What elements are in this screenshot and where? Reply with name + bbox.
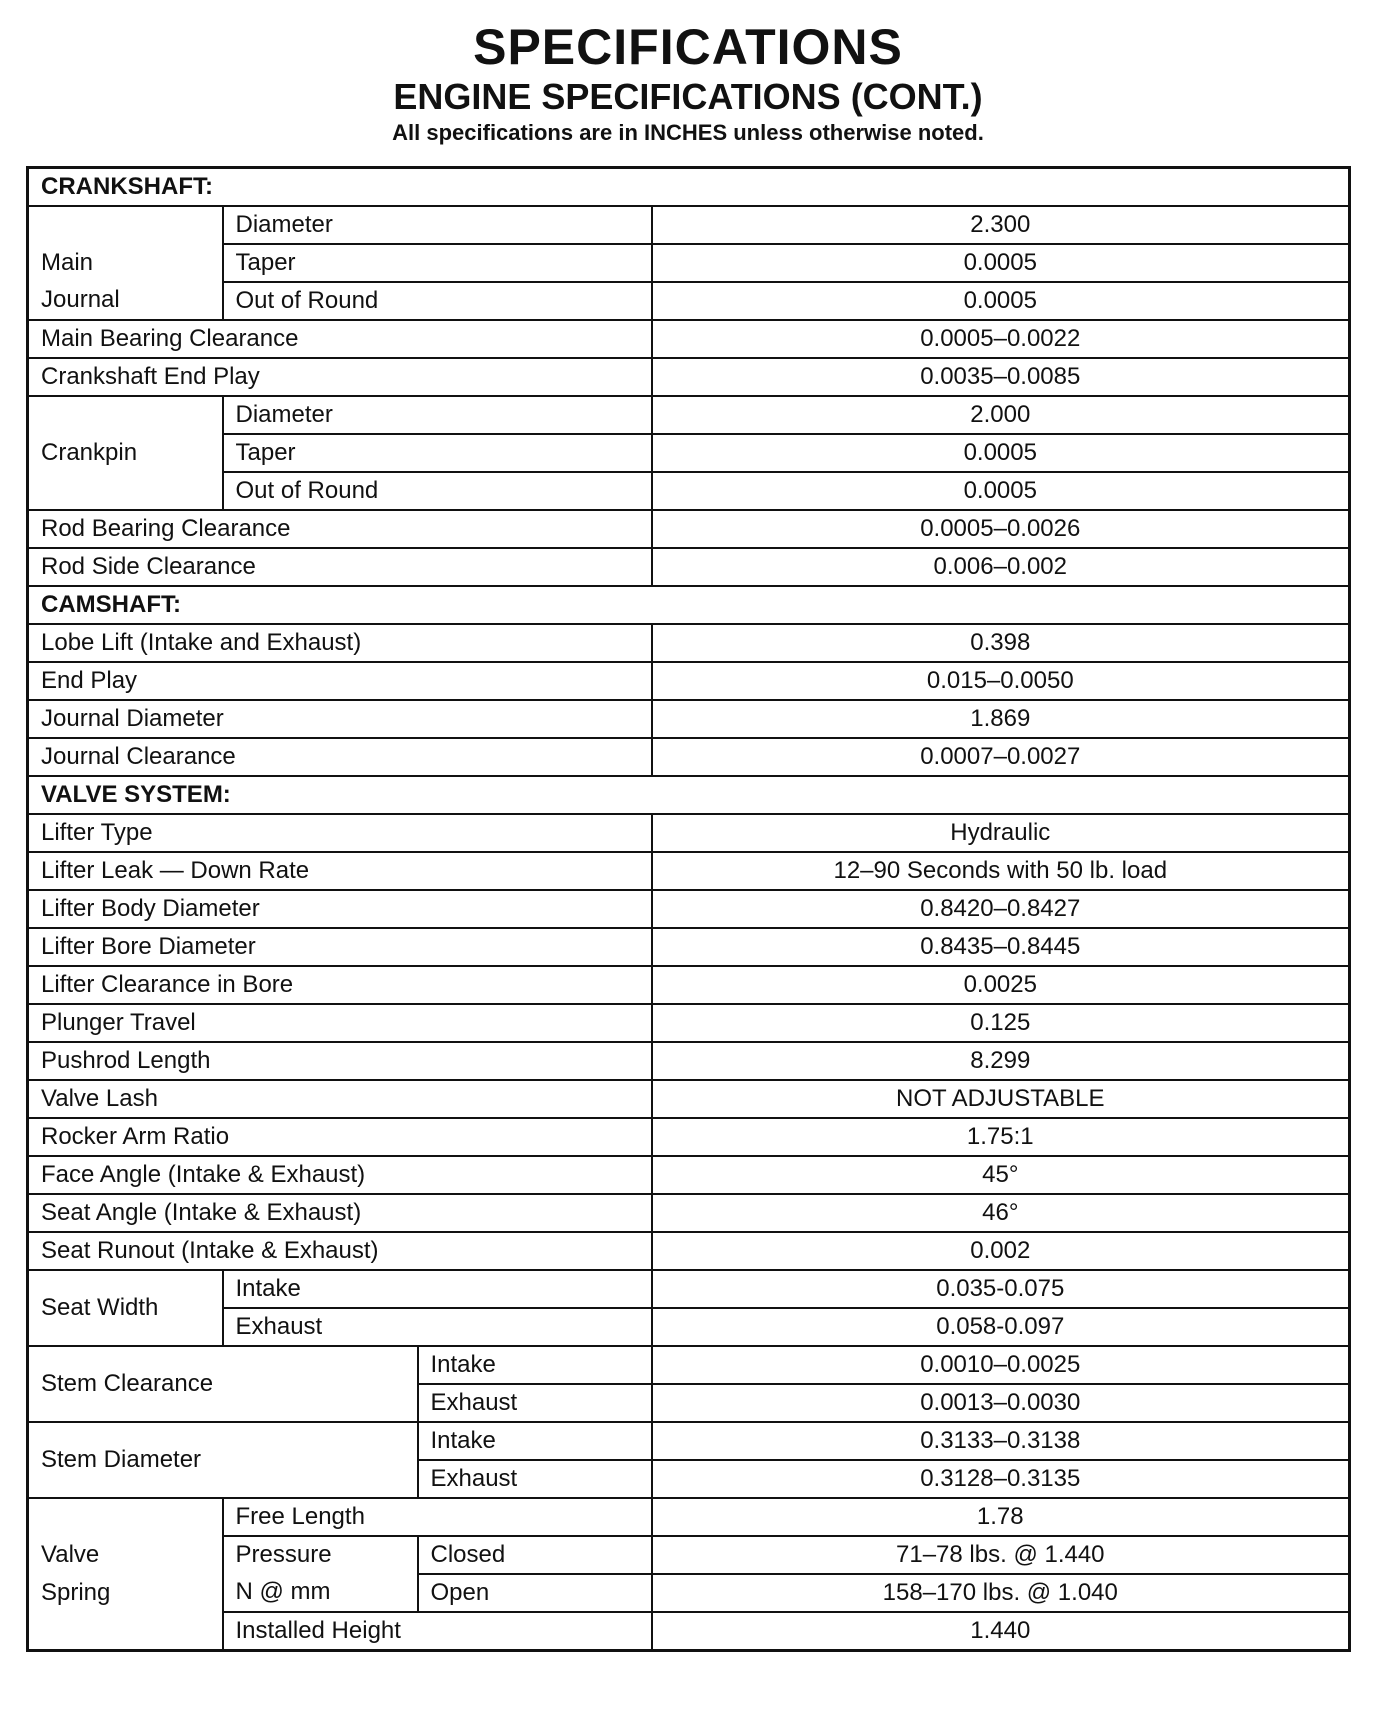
table-row	[28, 852, 1350, 890]
row-label: Rod Side Clearance	[28, 548, 652, 586]
group-label	[28, 1498, 223, 1536]
group-label: Seat Width	[28, 1270, 223, 1346]
page-subtitle: ENGINE SPECIFICATIONS (CONT.)	[393, 76, 983, 117]
engine-spec-table	[26, 166, 1351, 1652]
table-row	[28, 700, 1350, 738]
row-label: Lifter Type	[28, 814, 652, 852]
row-value: 0.8420–0.8427	[652, 890, 1350, 928]
row-label: Taper	[223, 244, 652, 282]
table-row	[28, 1308, 1350, 1346]
row-label: Lobe Lift (Intake and Exhaust)	[28, 624, 652, 662]
row-label: Pushrod Length	[28, 1042, 652, 1080]
row-value: 1.78	[652, 1498, 1350, 1536]
row-label: Intake	[418, 1346, 652, 1384]
table-row	[28, 1574, 1350, 1612]
section-heading: CRANKSHAFT:	[28, 168, 1350, 207]
row-value: 0.0013–0.0030	[652, 1384, 1350, 1422]
table-row	[28, 966, 1350, 1004]
group-label	[28, 1612, 223, 1651]
row-value: 45°	[652, 1156, 1350, 1194]
table-row	[28, 1612, 1350, 1651]
row-value: 0.035-0.075	[652, 1270, 1350, 1308]
row-value: 0.0010–0.0025	[652, 1346, 1350, 1384]
row-label: Main Bearing Clearance	[28, 320, 652, 358]
row-value: 0.0035–0.0085	[652, 358, 1350, 396]
row-value: 0.0005	[652, 282, 1350, 320]
table-row	[28, 1080, 1350, 1118]
table-row	[28, 1194, 1350, 1232]
row-value: 12–90 Seconds with 50 lb. load	[652, 852, 1350, 890]
row-label: Diameter	[223, 396, 652, 434]
table-row	[28, 548, 1350, 586]
row-label: Diameter	[223, 206, 652, 244]
row-label: Face Angle (Intake & Exhaust)	[28, 1156, 652, 1194]
row-value: 8.299	[652, 1042, 1350, 1080]
row-value: 46°	[652, 1194, 1350, 1232]
row-label: Exhaust	[418, 1384, 652, 1422]
row-value: Hydraulic	[652, 814, 1350, 852]
row-label: End Play	[28, 662, 652, 700]
row-label: Intake	[418, 1422, 652, 1460]
table-row	[28, 1422, 1350, 1460]
row-label: Journal Clearance	[28, 738, 652, 776]
row-label: Out of Round	[223, 282, 652, 320]
row-label: Journal Diameter	[28, 700, 652, 738]
table-row	[28, 510, 1350, 548]
row-label: Intake	[223, 1270, 652, 1308]
section-row-camshaft	[28, 586, 1350, 624]
group-label: Spring	[28, 1574, 223, 1612]
row-value: 0.058-0.097	[652, 1308, 1350, 1346]
row-label: Seat Angle (Intake & Exhaust)	[28, 1194, 652, 1232]
row-value: 0.0007–0.0027	[652, 738, 1350, 776]
section-row-valve-system	[28, 776, 1350, 814]
row-value: 0.3128–0.3135	[652, 1460, 1350, 1498]
row-label: Lifter Body Diameter	[28, 890, 652, 928]
table-row	[28, 890, 1350, 928]
section-heading: VALVE SYSTEM:	[28, 776, 1350, 814]
row-label: Rocker Arm Ratio	[28, 1118, 652, 1156]
group-label: Main	[28, 244, 223, 282]
row-value: 0.3133–0.3138	[652, 1422, 1350, 1460]
row-label: Out of Round	[223, 472, 652, 510]
row-value: 0.0005–0.0026	[652, 510, 1350, 548]
table-row	[28, 358, 1350, 396]
row-value: 0.015–0.0050	[652, 662, 1350, 700]
table-row	[28, 1232, 1350, 1270]
group-label: Journal	[28, 282, 223, 320]
row-label: Lifter Clearance in Bore	[28, 966, 652, 1004]
table-row	[28, 282, 1350, 320]
table-row	[28, 1118, 1350, 1156]
table-row	[28, 928, 1350, 966]
row-label: Seat Runout (Intake & Exhaust)	[28, 1232, 652, 1270]
units-note: All specifications are in INCHES unless otherwise noted.	[392, 120, 984, 145]
table-row	[28, 814, 1350, 852]
row-value: 2.300	[652, 206, 1350, 244]
section-row-crankshaft	[28, 168, 1350, 207]
table-row	[28, 1004, 1350, 1042]
group-label: Crankpin	[28, 396, 223, 510]
row-value: 0.0005	[652, 472, 1350, 510]
row-label: Open	[418, 1574, 652, 1612]
row-label: Closed	[418, 1536, 652, 1574]
row-label: Exhaust	[418, 1460, 652, 1498]
table-row	[28, 472, 1350, 510]
row-value: 0.002	[652, 1232, 1350, 1270]
table-row	[28, 624, 1350, 662]
row-value: 1.869	[652, 700, 1350, 738]
row-value: 0.398	[652, 624, 1350, 662]
section-heading: CAMSHAFT:	[28, 586, 1350, 624]
page-title: SPECIFICATIONS	[473, 19, 903, 75]
row-value: 71–78 lbs. @ 1.440	[652, 1536, 1350, 1574]
table-row	[28, 662, 1350, 700]
table-row	[28, 1498, 1350, 1536]
table-row	[28, 1042, 1350, 1080]
row-label: Lifter Leak — Down Rate	[28, 852, 652, 890]
row-value: 1.75:1	[652, 1118, 1350, 1156]
row-label: Valve Lash	[28, 1080, 652, 1118]
table-row	[28, 1346, 1350, 1384]
table-row	[28, 320, 1350, 358]
pressure-unit: N @ mm	[223, 1574, 418, 1612]
table-row	[28, 1156, 1350, 1194]
group-label	[28, 206, 223, 244]
row-value: 0.8435–0.8445	[652, 928, 1350, 966]
row-label: Free Length	[223, 1498, 652, 1536]
row-label: Installed Height	[223, 1612, 652, 1651]
table-row	[28, 396, 1350, 434]
row-value: NOT ADJUSTABLE	[652, 1080, 1350, 1118]
table-row	[28, 244, 1350, 282]
row-value: 1.440	[652, 1612, 1350, 1651]
row-value: 0.0005	[652, 244, 1350, 282]
row-value: 2.000	[652, 396, 1350, 434]
group-label: Valve	[28, 1536, 223, 1574]
row-label: Plunger Travel	[28, 1004, 652, 1042]
row-value: 0.0005–0.0022	[652, 320, 1350, 358]
row-value: 158–170 lbs. @ 1.040	[652, 1574, 1350, 1612]
table-row	[28, 1270, 1350, 1308]
table-row	[28, 738, 1350, 776]
row-label: Rod Bearing Clearance	[28, 510, 652, 548]
row-label: Exhaust	[223, 1308, 652, 1346]
row-value: 0.006–0.002	[652, 548, 1350, 586]
group-label: Stem Clearance	[28, 1346, 418, 1422]
table-row	[28, 1536, 1350, 1574]
pressure-label: Pressure	[223, 1536, 418, 1574]
row-value: 0.0005	[652, 434, 1350, 472]
row-value: 0.0025	[652, 966, 1350, 1004]
row-value: 0.125	[652, 1004, 1350, 1042]
group-label: Stem Diameter	[28, 1422, 418, 1498]
row-label: Lifter Bore Diameter	[28, 928, 652, 966]
table-row	[28, 206, 1350, 244]
row-label: Taper	[223, 434, 652, 472]
row-label: Crankshaft End Play	[28, 358, 652, 396]
table-row	[28, 434, 1350, 472]
